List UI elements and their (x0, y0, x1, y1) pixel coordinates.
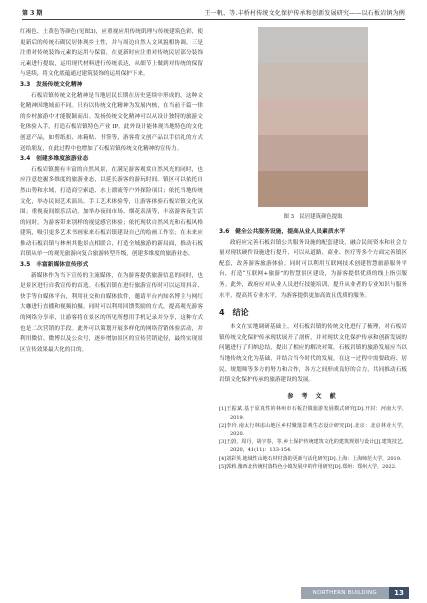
figure-3 (219, 27, 407, 221)
reference-item: [3]王蔚，周丹，胡宇春，等.乡土保护传统建筑文化的建筑规划与设计[J].建筑技艺，2020，41(11)：133-154. (219, 439, 407, 454)
right-column (219, 27, 407, 471)
color-swatch (258, 171, 368, 207)
running-header (22, 5, 405, 20)
journal-name: NORTHERN BUILDING (301, 587, 389, 599)
figure-caption: 图 3 民居建筑颜色提取 (283, 214, 343, 220)
reference-item: [5]郭莉.豫西北传统村落特色小镇发展中的作用研究[D].郑州：郑州大学，2022. (219, 463, 397, 470)
color-swatch (258, 27, 368, 63)
color-swatch (258, 135, 368, 171)
section-heading: 3.3 发扬传统文化精神 (20, 81, 83, 88)
page-number: 13 (389, 587, 409, 599)
left-column (20, 27, 203, 355)
running-title: 王一帆，等.丰桥村传统文化保护传承和创新发展研究——以石板岩镇为例 (204, 9, 405, 17)
paragraph: 红褐色、土黄色等颜色(见图3)，应重视应用传统肌理与传统建筑色彩，使更新后的传统石砌民居体现乡土性，并与周边自然人文风貌相协调。三是注重对传统装饰元素的运用与保留，在更新时应注重对传统民居部分装饰元素进行提取，运用现代材料进行传统表达，从细节上做到对传统的保留与延续，将文化底蕴通过建筑装饰的运用保护下来。 (20, 29, 203, 78)
section-heading: 3.6 健全公共服务设施，提高从业人员素质水平 (219, 229, 346, 235)
reference-item: [2]李玲.南太行林虑山地区乡村聚落景观生态设计研究[D].北京：北京林业大学，2020. (219, 422, 407, 437)
paragraph: 政府应完善石板岩镇公共服务设施的配套建设，融合民间资本和社会力量对现状硬件设施进行提升，可以从道路、商业、医疗等多个方面完善镇区配套，改善游客旅游体验。同时可以利用互联网技术创建智慧旅游服务平台，打造“互联网+旅游”的智慧景区建设，为游客提供优质的线上指引服务。此外，政府应对从业人员进行技能培训，提升从业者的专业知识与服务水平，提高其专业水平，为游客提供更加高效且优质的服务。 (219, 239, 407, 299)
paragraph: 本文在实地调研基础上，对石板岩镇的传统文化进行了梳理，对石板岩镇传统文化保护传承现状展开了剖析，并对现状文化保护传承和创新发展的问题进行了归纳总结，提出了相应的解决对策。石板岩镇的旅游发展应当以当地传统文化为基础，并结合当今时代的发展，在这一过程中需要政府、居民、规划师等多方的努力和合作，各方之间形成良好的合力，共同推动石板岩镇文化保护传承的旅游建设的发展。 (219, 324, 407, 384)
section-heading: 3.4 创建多维度旅游业态 (20, 156, 89, 163)
section-heading: 4 结论 (219, 308, 249, 318)
references-title: 参 考 文 献 (287, 392, 339, 400)
color-swatch (258, 99, 368, 135)
issue-number: 第 3 期 (22, 9, 43, 17)
references-list (219, 405, 407, 471)
color-swatch-stack (258, 27, 368, 207)
reference-item: [4]刘彩英.地域性山地石材村落的更新与活化研究[D].上海：上海师范大学，2019. (219, 455, 402, 462)
paragraph: 石板岩镇拥有丰富的自然风景，在满足游客观赏自然风光的同时，也应注意挖掘多维度的旅游业态，以延长游客的游玩时间。镇区可以依托自然山势和水域，打造商空索道、水上漂流等户外探险项目；依托当地传统文化，举办民间艺术演出、手工艺术体验等，让游客体验石板岩镇文化氛围；重视夜间娱乐活动，加举办夜间市场、烟花表演等，丰富游客夜生活的同时，为游客带来别样的视觉感官体验；依托现状自然风光和石板风格建筑，吸引更多艺术书画家来石板岩镇建设自己的绘画工作室；在未来应推动石板岩镇与林州其他景点相联合，打造全域旅游的新局面，推动石板岩镇从单一的观光旅游向复合旅游转型升级，创建多维度的旅游业态。 (20, 166, 203, 258)
page-footer (301, 587, 409, 599)
reference-item: [1]王振斌.基于原真性的林州市石板岩镇旅游发展模式研究[D].开封：河南大学，2019. (219, 406, 407, 421)
paragraph: 石板岩镇传统文化精神是当地居民长期在历史延续中形成的，这种文化精神因地域而不同。只有以传统文化精神为发展内核，在当前千篇一律的乡村旅游中才能脱颖而出。发扬传统文化精神可以从设计独特的旅游文化体验入手，打造石板岩镇特色产业 IP。此外设计能体现当地特色的文化创意产品，如剪纸扣、冰箱贴、书签等，游客将文创产品以手信礼的方式送给朋友，在此过程中也增加了石板岩镇传统文化精神的宣传力。 (20, 92, 203, 152)
color-swatch (258, 63, 368, 99)
section-heading: 3.5 丰富新媒体宣传形式 (20, 262, 89, 269)
paragraph: 新媒体作为当下宣传的主流媒体，在为游客提供旅游信息的同时，也是景区进行自我宣传的首选。石板岩镇在进行旅游宣传时可以运用抖音、快手等自媒体平台，利用社交和自媒体软件，邀请平台内知名博主与网红大咖进行直播和视频拍摄。同时可以利用回馈奖励的方式，提高观光游客的网络分享率，让游客将在景区的所见所想用手机记录并分享，这种方式也是二次营销的手段。此外可以策划开展多样化的网络营销体验活动，并利用微信、微博以及公众号，逐步增加景区的宣传营销途径，最终实现景区宣传效果最大化的目的。 (20, 272, 203, 353)
